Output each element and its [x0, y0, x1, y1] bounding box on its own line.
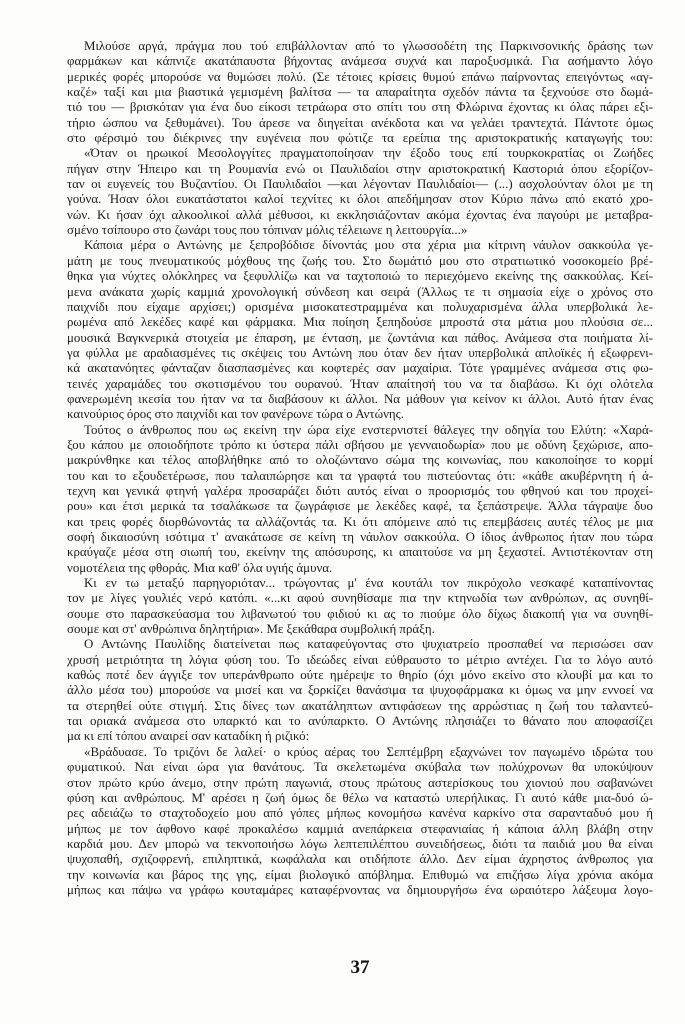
text-line: γούνα. Ήσαν όλοι ευκατάστατοι καλοί τεχνίτες κι όλοι απεδήμησαν στον Κύριο πάνω από εκατό χρο- [67, 192, 653, 207]
paragraph [67, 39, 653, 146]
text-line: σμένο τσίπουρο στο ζωνάρι τους που τόπιναν μόλις τέλειωνε η λειτουργία...» [67, 223, 468, 238]
text-line: ρωμένα από λεκέδες καφέ και φάρμακα. Μια ποίηση ξεπηδούσε μπροστά στα μάτια μου πλούσια σε... [67, 315, 653, 330]
text-line: κά ακατανόητες φάνταζαν διασπασμένες και κοφτερές σαν μαχαίρια. Τότε γραμμένες ανάμεσα στις φω- [67, 361, 653, 376]
text-line: ταν οι ευγενείς του Βυζαντίου. Οι Παυλιδαίοι —και λέγονταν Παυλιδαίοι— (...) ασχολούνταν όλοι με τη [67, 177, 653, 192]
text-line: μακρύνθηκε και τέλος αποβλήθηκε από το ολοζώντανο σώμα της κοινωνίας, που κακοποίησε το κορμί [67, 453, 653, 468]
text-line: καθώς ποτέ δεν άγγιξε τον υπεράνθρωπο ούτε ημέρεψε το θηρίο (όχι μόνο εκείνο στο κλουβί μα και το [67, 668, 653, 683]
text-line: κραύγαζε μέσα στη σιωπή του, εκείνην της απόσυρσης, κι απαιτούσε να μη ξεχαστεί. Αντιστέκονταν στη [67, 545, 653, 560]
text-line: τεινές χαραμάδες του σκοτισμένου του ουρανού. Ήταν απαίτησή του να τα διαβάσω. Κι όχι ολότελα [67, 376, 653, 391]
text-line: μενα ανάκατα χωρίς καμμιά χρονολογική σύνδεση και σειρά (Άλλως τε τι σημασία είχε ο χρόνος στο [67, 284, 653, 299]
text-line: Τούτος ο άνθρωπος που ως εκείνη την ώρα είχε ενστερνιστεί θάλεγες την οδηγία του Ελύτη: «Χαρά- [84, 422, 653, 437]
text-line: άλλο μέσα του) μπορούσε να μισεί και να ξορκίζει θανάσιμα τα ψυχοφάρμακα κι όμως να μην εννοεί να [67, 683, 653, 698]
paragraph [67, 576, 653, 637]
text-line: Κι εν τω μεταξύ παρηγοριόταν... τρώγοντας μ' ένα κουτάλι τον πικρόχολο νεσκαφέ καταπίνοντας [84, 576, 653, 591]
text-line: θηκα για νύχτες ολόκληρες να ξεφυλλίζω και να ταχτοποιώ το περιεχόμενο εκείνης της σακκούλας. Κεί- [67, 269, 653, 284]
text-line: σουμε στο παρασκεύασμα του λιβανωτού του φιδιού κι ας το πιούμε όλο δίχως διακοπή για να συνηθί- [67, 606, 653, 621]
text-line: μήπως με τον άφθονο καφέ προκαλέσω καμμιά ανεπάρκεια στεφανιαίας ή κάποια άλλη βλάβη στην [67, 821, 653, 836]
quote-paragraph [67, 745, 653, 898]
text-line: Κάποια μέρα ο Αντώνης με ξεπροβόδισε δίνοντάς μου στα χέρια μια κίτρινη νάυλον σακκούλα γε- [84, 238, 653, 253]
paragraph [67, 423, 653, 576]
text-line: καρδιά μου. Δεν μπορώ να τεκνοποιήσω λόγω λεπτεπιλέπτου συνειδήσεως, διότι τα παιδιά μου θα είναι [67, 836, 653, 851]
text-line: μήπως και πάψω να γράφω κουταμάρες καταφέρνοντας να δημιουργήσω ένα ωραιότερο λάξευμα λογο- [67, 882, 653, 897]
text-line: τα στερηθεί ούτε στιγμή. Στις δίνες των ακατάληπτων αντιφάσεων της αρρώστιας η ζωή του ταλαντεύ- [67, 698, 653, 713]
text-line: ψυχοπαθή, σχιζοφρενή, επιληπτικά, κωφάλαλα και οτιδήποτε άλλο. Δεν είμαι άχρηστος άνθρωπος για [67, 852, 653, 867]
text-line: και τρεις φορές διορθώνοντάς τα αλλάζοντάς τα. Κι ότι απόμεινε από τις επεμβάσεις αυτές τέλος με μια [67, 514, 653, 529]
text-line: ρες αδειάζω το σταχτοδοχείο μου από γόπες μήπως κονομήσω κανένα καρκίνο στα σαρανταδυό μου ή [67, 806, 653, 821]
text-line: σοφή δικαιοσύνη ισότιμα τ' ανακάτωσε σε κείνη τη νάυλον σακκούλα. Ο ίδιος άνθρωπος ήταν που τώρα [67, 530, 653, 544]
text-line: ρου» και έτσι μερικά τα τσαλάκωσε τα ζωγράφισε με λεκέδες καφέ, τα ξεπάστρεψε. Άλλα τάγραψε δυο [67, 499, 653, 514]
text-line: ται οριακά ανάμεσα στο υπαρκτό και το ανύπαρκτο. Ο Αντώνης πλησιάζει το θάνατο που αποφασίζει [67, 714, 653, 729]
text-line: του και το εξουδετέρωσε, που ταλαιπώρησε και τα γραφτά του πιστεύοντας ότι: «κάθε ακυβέρνητη ή ά- [67, 468, 653, 483]
text-line: μάτη με τους πνευματικούς μόχθους της ζωής του. Στο δωμάτιό μου στο στρατιωτικό νοσοκομείο βρέ- [67, 253, 653, 268]
text-line: καζέ» ταξί και μια βιαστικά γεμισμένη βαλίτσα — τα απαραίτητα σχεδόν πάντα τα ξεχνούσε στο δωμά- [67, 85, 653, 100]
text-line: μουσικά Βαγκνερικά στοιχεία με έπαρση, με ένταση, με ζωντάνια και πάθος. Ανάμεσα στα ποιήματα λί- [67, 330, 653, 345]
text-line: σουμε και στ' ανθρώπινα δηλητήρια». Με ξεκάθαρα συμβολική πράξη. [67, 622, 435, 637]
quote-paragraph [67, 146, 653, 238]
text-line: τον με λίγες γουλιές νερό κατόπι. «...κι αφού συνηθίσαμε πια την κτηνωδία των ανθρώπων, ας συνηθί- [67, 591, 653, 606]
text-line: Μιλούσε αργά, πράγμα που τού επιβάλλονταν από το γλωσσοδέτη της Παρκινσονικής δράσης των [84, 39, 653, 53]
text-line: πήγαν στην Ήπειρο και τη Ρουμανία ενώ οι Παυλιδαίοι στην αριστοκρατική Καστοριά όπου εξορίζον- [67, 161, 653, 176]
text-line: «Βράδυασε. Το τριζόνι δε λαλεί· ο κρύος αέρας του Σεπτέμβρη εξαχνώνει τον παγωμένο ιδρώτα του [84, 744, 653, 759]
text-line: μα κι επί τόπου αναιρεί σαν καταδίκη ή ριζικό: [67, 729, 310, 744]
text-line: ξου κάπου με οποιοδήποτε τρόπο κι ύστερα πάλι σβήσου με γενναιοδωρία» που με οδύνη ξεχώρισε, απο- [67, 437, 653, 452]
text-line: καινούριος όρος στο παιχνίδι και τον φανέρωνε τώρα ο Αντώνης. [67, 407, 404, 422]
paragraph [67, 238, 653, 422]
text-line: στον πρώτο κρύο άνεμο, στην πρώτη παγωνιά, στους πρώτους αστερίσκους του χιονιού που σαβανώνει [67, 775, 653, 790]
text-line: τιό του — βρισκόταν για ένα δυο είκοσι τετράωρα στο σπίτι του στη Φλώρινα έχοντας κι όλας πάρει εξι- [67, 100, 653, 115]
text-block [67, 39, 653, 898]
text-line: παιχνίδι που είχαμε αρχίσει;) ορισμένα μισοκατεστραμμένα και πολυχαρισμένα άλλα υπερβολικά λε- [67, 299, 653, 314]
paragraph [67, 637, 653, 744]
text-line: «Όταν οι ηρωικοί Μεσολογγίτες πραγματοποίησαν την έξοδο τους επί τουρκοκρατίας οι Ζωήδες [84, 146, 653, 161]
text-line: μερικές φορές μπορούσε να θυμώσει πολύ. (Σε τέτοιες κρίσεις θυμού επάνω παίρνοντας επειγόντως «αγ- [67, 69, 653, 84]
text-line: χρυσή μετριότητα τη λόγια φύση του. Το ιδεώδες είναι εύθραυστο το μέτριο αντέχει. Για το λόγο αυτό [67, 652, 653, 667]
text-line: τήριο ώσπου να ξεθυμάνει). Του άρεσε να διηγείται ανέκδοτα και να γελάει τραντεχτά. Πάντοτε όμως [67, 115, 653, 130]
text-line: τεχνη και γενικά φτηνή γαλέρα προσαράζει διότι αυτός είναι ο προορισμός του φθηνού και του προχεί- [67, 483, 653, 498]
text-line: Ο Αντώνης Παυλίδης διατείνεται πως καταφεύγοντας στο ψυχιατρείο προσπαθεί να περισώσει σαν [84, 637, 653, 652]
text-line: φύση και ανθρώπους. Μ' αρέσει η ζωή όμως δε θέλω να καταστώ υπερήλικας. Γι αυτό κάθε μια-δυό ώ- [67, 790, 653, 805]
text-line: φανερωμένη ικεσία του ήταν να τα διαβάσουν κι άλλοι. Να μάθουν για κείνον κι άλλοι. Αυτό ήταν ένας [67, 391, 653, 406]
text-line: στο φέρσιμό του διέκρινες την ευγένεια που φώτιζε τα ερείπια της αριστοκρατικής καταγωγής του: [67, 131, 653, 146]
text-line: φαρμάκων και κάπνιζε ακατάπαυστα βήχοντας ανάμεσα συχνά και παροξυσμικά. Για ασήμαντο λόγο [67, 54, 653, 69]
text-line: γα φύλλα με αραδιασμένες τις σκέψεις του Αντώνη που όταν δεν ήταν υπερβολικά απλοϊκές ή εξωφρενι- [67, 345, 653, 360]
text-line: νομοτέλεια της φθοράς. Μια καθ' όλα υγιής άμυνα. [67, 560, 333, 575]
text-line: φυματικού. Ναι είναι ώρα για θανάτους. Τα σκελετωμένα σκύβαλα των πολύχρονων θα υποκύψουν [67, 760, 653, 775]
page-number: 37 [350, 957, 370, 978]
text-line: την κοινωνία και βάρος της γης, είμαι βιολογικό απόβλημα. Επιθυμώ να επιζήσω λίγα χρόνια ακόμα [67, 867, 653, 882]
text-line: νών. Κι ήσαν όχι αλκοολικοί αλλά μέθυσοι, κι εκκλησιάζονταν ακόμα έχοντας ένα παγούρι με μεταβρα- [67, 207, 653, 222]
